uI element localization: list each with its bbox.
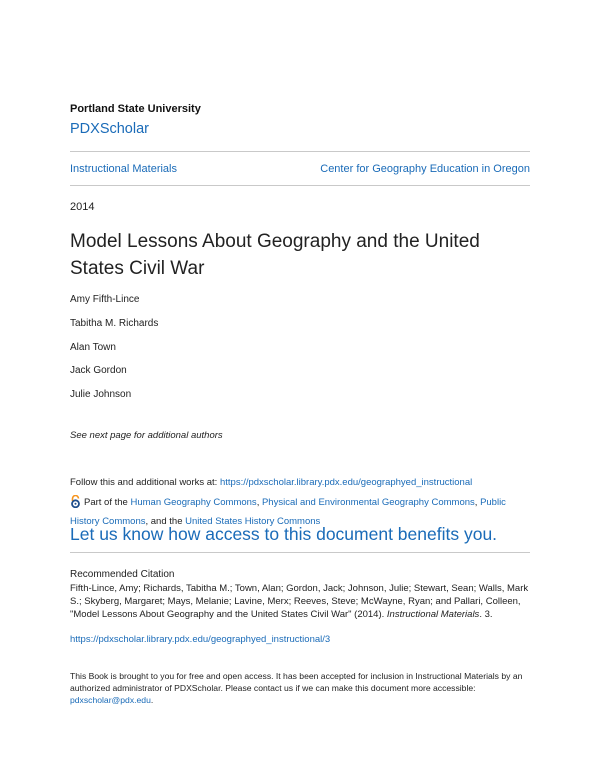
citation-series: Instructional Materials	[386, 609, 480, 620]
recommended-citation-heading: Recommended Citation	[70, 569, 175, 580]
citation-body: Fifth-Lince, Amy; Richards, Tabitha M.; Town, Alan; Gordon, Jack; Johnson, Julie; Stewart, Sean; Walls, Mark S.; Skyberg, Margaret; Mays, Melanie; Lavine, Merx; Reeves, Steve; McWayne, Ryan; and Pallari, Colleen, "Model Lessons About Geography and the United States Civil War" (2014).	[70, 583, 529, 620]
collection-url-link[interactable]: https://pdxscholar.library.pdx.edu/geographyed_instructional	[219, 477, 473, 488]
citation-number: . 3.	[479, 609, 493, 620]
us-history-link[interactable]: United States History Commons	[185, 516, 321, 527]
citation-url-link[interactable]: https://pdxscholar.library.pdx.edu/geographyed_instructional/3	[70, 634, 331, 645]
author-name: Julie Johnson	[70, 389, 132, 400]
part-of-prefix: Part of the	[84, 497, 131, 508]
notice-end: .	[150, 695, 154, 705]
separator: ,	[256, 497, 262, 508]
pdxscholar-link[interactable]: PDXScholar	[70, 121, 149, 137]
separator: , and the	[145, 516, 186, 527]
separator: ,	[474, 497, 481, 508]
author-name: Amy Fifth-Lince	[70, 294, 140, 305]
benefits-feedback-link[interactable]: Let us know how access to this document benefits you.	[70, 524, 498, 544]
document-title: Model Lessons About Geography and the United States Civil War	[70, 231, 480, 279]
contact-email-link[interactable]: pdxscholar@pdx.edu	[70, 695, 151, 705]
follow-prefix: Follow this and additional works at:	[70, 477, 220, 488]
access-notice	[70, 670, 530, 706]
divider-collections	[70, 185, 530, 186]
publication-year: 2014	[70, 201, 95, 213]
author-name: Jack Gordon	[70, 365, 127, 376]
author-name: Alan Town	[70, 342, 116, 353]
center-link[interactable]: Center for Geography Education in Oregon	[320, 163, 530, 175]
university-name: Portland State University	[70, 103, 201, 115]
citation-text	[70, 582, 530, 621]
public-history-link[interactable]: Public History Commons	[70, 497, 506, 527]
follow-line	[70, 477, 530, 488]
notice-text: This Book is brought to you for free and open access. It has been accepted for inclusion in Instructional Materials by an authorized administrator of PDXScholar. Please contact us if we can make this document more accessible:	[70, 671, 523, 693]
open-access-icon	[70, 495, 81, 514]
collection-link[interactable]: Instructional Materials	[70, 163, 177, 175]
physical-geography-link[interactable]: Physical and Environmental Geography Commons	[261, 497, 475, 508]
human-geography-link[interactable]: Human Geography Commons	[130, 497, 257, 508]
additional-authors-note: See next page for additional authors	[70, 430, 223, 441]
divider-benefits	[70, 552, 530, 553]
divider-top	[70, 151, 530, 152]
author-name: Tabitha M. Richards	[70, 318, 159, 329]
